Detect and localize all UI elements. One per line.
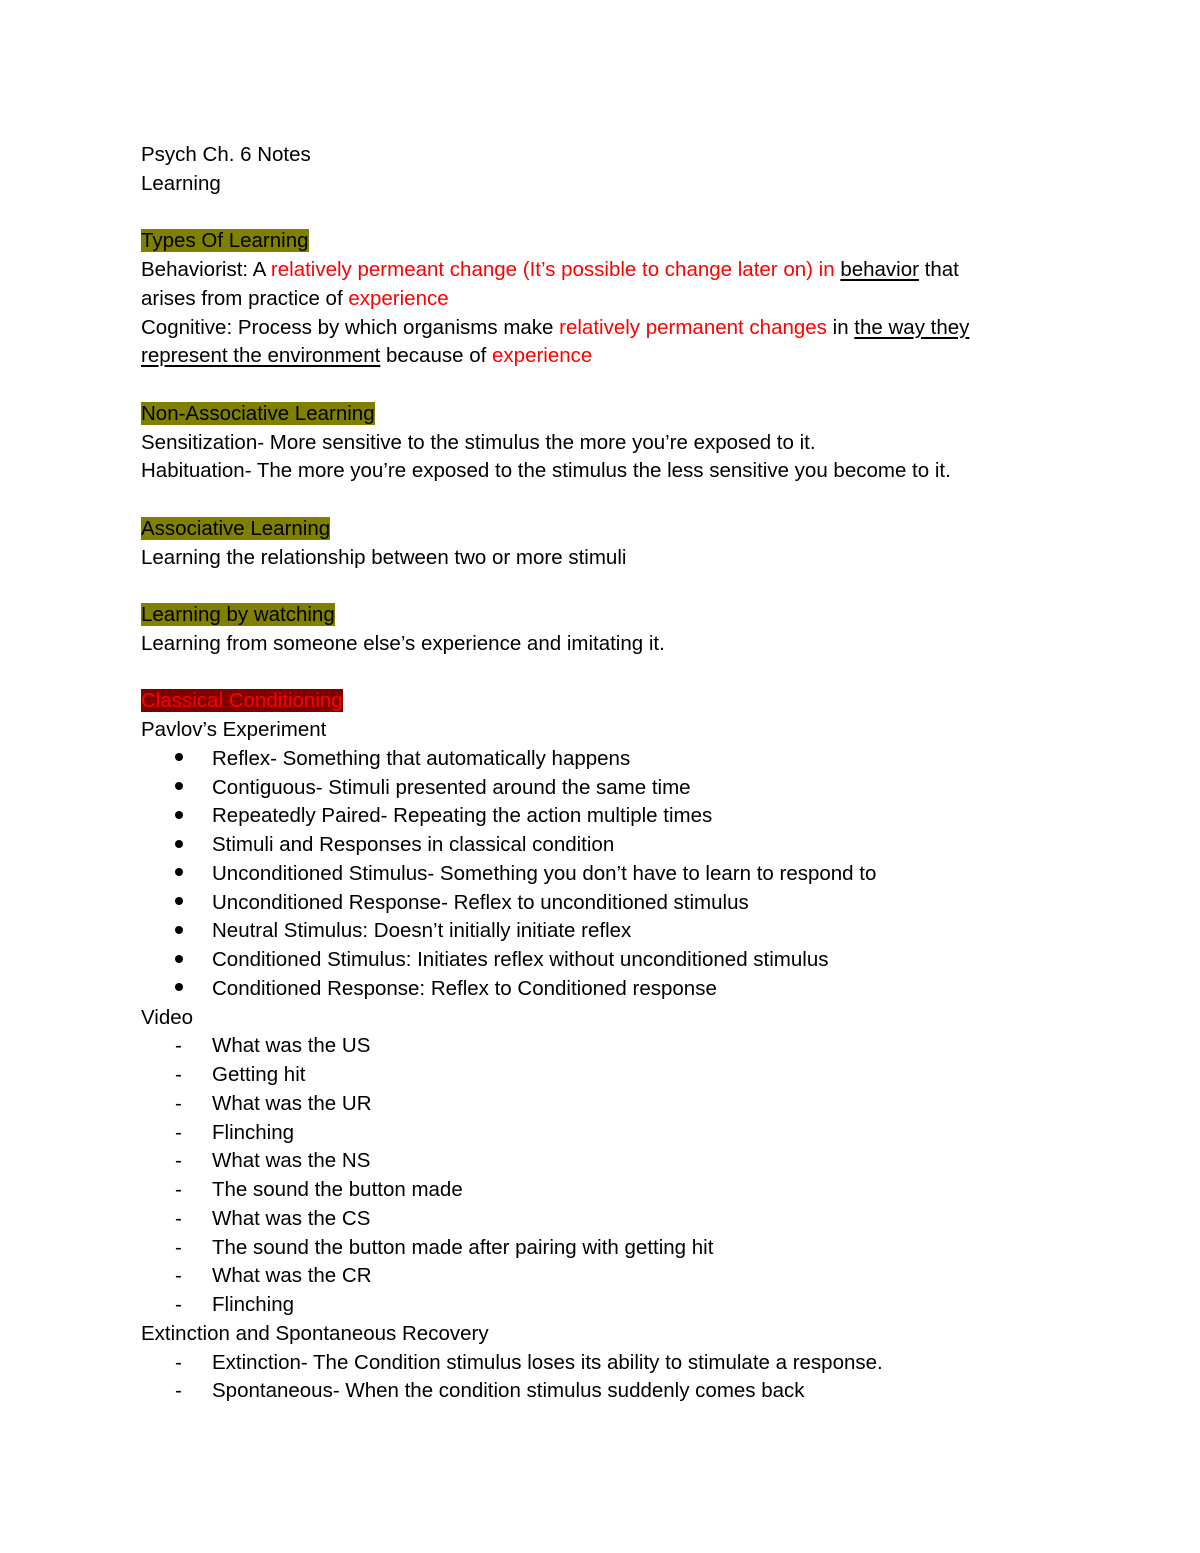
- list-item: [141, 1234, 1041, 1263]
- list-item-text: Repeatedly Paired- Repeating the action multiple times: [212, 804, 713, 828]
- list-item: [141, 1291, 1041, 1320]
- heading-classical-conditioning: Classical Conditioning: [141, 689, 343, 713]
- list-item-text: What was the NS: [212, 1149, 371, 1173]
- bullet-icon: [175, 860, 183, 889]
- list-item-text: The sound the button made: [212, 1178, 463, 1201]
- dash-marker: -: [175, 1063, 182, 1086]
- dash-marker: -: [175, 1293, 182, 1316]
- dash-marker: -: [175, 1034, 182, 1058]
- dash-marker: -: [175, 1091, 182, 1115]
- bullet-icon: [175, 745, 183, 774]
- dash-marker: -: [175, 1350, 182, 1374]
- video-heading: Video: [141, 1005, 194, 1029]
- list-item-text: Contiguous- Stimuli presented around the same time: [212, 775, 691, 799]
- list-item: [141, 1377, 1041, 1406]
- dash-marker: -: [175, 1235, 182, 1259]
- list-item: [141, 1147, 1041, 1176]
- page-subtitle: Learning: [141, 171, 221, 195]
- list-item: [141, 1349, 1041, 1378]
- pavlov-heading: Pavlov’s Experiment: [141, 718, 327, 741]
- list-item: [141, 774, 1041, 803]
- bullet-icon: [175, 802, 183, 831]
- bullet-icon: [175, 831, 183, 860]
- heading-associative-learning: Associative Learning: [141, 516, 331, 540]
- sensitization-line: Sensitization- More sensitive to the stimulus the more you’re exposed to it.: [141, 430, 816, 454]
- list-item-text: Flinching: [212, 1120, 295, 1144]
- dash-marker: -: [175, 1264, 182, 1288]
- watching-line: Learning from someone else’s experience and imitating it.: [141, 631, 665, 655]
- bullet-icon: [175, 946, 183, 975]
- heading-non-associative-learning: Non-Associative Learning: [141, 401, 375, 425]
- list-item-text: What was the CS: [212, 1206, 371, 1230]
- list-item: [141, 975, 1041, 1004]
- behaviorist-line-2: arises from practice of experience: [141, 286, 449, 310]
- cognitive-line-2: represent the environment because of experience: [141, 344, 593, 368]
- list-item: [141, 831, 1041, 860]
- list-item: [141, 1032, 1041, 1061]
- list-item: [141, 1119, 1041, 1148]
- list-item-text: Stimuli and Responses in classical condition: [212, 833, 615, 856]
- extinction-dash-list: [141, 1349, 1041, 1407]
- list-item-text: The sound the button made after pairing with getting hit: [212, 1235, 714, 1259]
- bullet-icon: [175, 917, 183, 946]
- list-item: [141, 917, 1041, 946]
- behaviorist-line-1: Behaviorist: A relatively permeant change (It’s possible to change later on) in behavior that: [141, 258, 959, 281]
- dash-marker: -: [175, 1120, 182, 1144]
- list-item: [141, 802, 1041, 831]
- cognitive-line-1: Cognitive: Process by which organisms make relatively permanent changes in the way they: [141, 315, 970, 339]
- list-item: [141, 889, 1041, 918]
- list-item-text: Unconditioned Response- Reflex to unconditioned stimulus: [212, 890, 749, 914]
- dash-marker: -: [175, 1379, 182, 1403]
- list-item: [141, 1262, 1041, 1291]
- list-item-text: What was the CR: [212, 1264, 372, 1288]
- bullet-icon: [175, 975, 183, 1004]
- associative-line: Learning the relationship between two or more stimuli: [141, 545, 627, 569]
- bullet-icon: [175, 774, 183, 803]
- video-dash-list: [141, 1032, 1041, 1320]
- list-item-text: Neutral Stimulus: Doesn’t initially initiate reflex: [212, 919, 632, 943]
- bullet-icon: [175, 889, 183, 918]
- list-item: [141, 1061, 1041, 1090]
- list-item: [141, 745, 1041, 774]
- list-item-text: Reflex- Something that automatically happens: [212, 746, 631, 770]
- list-item-text: Conditioned Response: Reflex to Conditioned response: [212, 976, 717, 1000]
- document-page: [141, 141, 1041, 1406]
- habituation-line: Habituation- The more you’re exposed to the stimulus the less sensitive you become to it.: [141, 459, 951, 483]
- list-item-text: Extinction- The Condition stimulus loses its ability to stimulate a response.: [212, 1350, 883, 1374]
- extinction-heading: Extinction and Spontaneous Recovery: [141, 1321, 489, 1345]
- list-item: [141, 1090, 1041, 1119]
- heading-types-of-learning: Types Of Learning: [141, 229, 309, 253]
- list-item: [141, 946, 1041, 975]
- dash-marker: -: [175, 1178, 182, 1201]
- list-item-text: What was the UR: [212, 1091, 372, 1115]
- list-item-text: What was the US: [212, 1034, 371, 1058]
- list-item-text: Conditioned Stimulus: Initiates reflex without unconditioned stimulus: [212, 948, 829, 971]
- page-title: Psych Ch. 6 Notes: [141, 143, 311, 166]
- list-item: [141, 1205, 1041, 1234]
- list-item-text: Flinching: [212, 1293, 295, 1316]
- list-item-text: Getting hit: [212, 1063, 306, 1086]
- list-item-text: Unconditioned Stimulus- Something you don’t have to learn to respond to: [212, 861, 877, 885]
- pavlov-bullet-list: [141, 745, 1041, 1004]
- dash-marker: -: [175, 1149, 182, 1173]
- list-item-text: Spontaneous- When the condition stimulus suddenly comes back: [212, 1379, 805, 1403]
- list-item: [141, 860, 1041, 889]
- heading-learning-by-watching: Learning by watching: [141, 603, 335, 626]
- dash-marker: -: [175, 1206, 182, 1230]
- list-item: [141, 1176, 1041, 1205]
